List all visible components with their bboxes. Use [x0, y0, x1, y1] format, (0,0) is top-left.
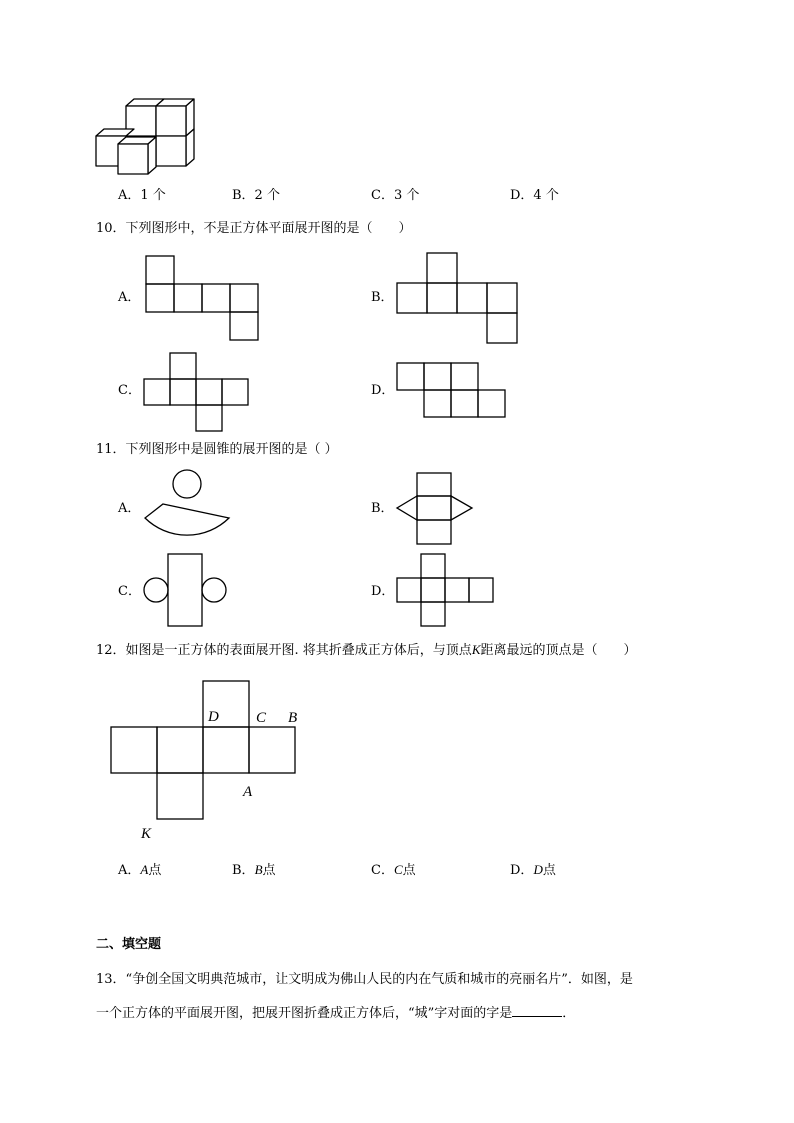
q12-stem-var: K — [471, 642, 481, 657]
q12-option-a[interactable] — [118, 862, 161, 879]
q9-option-a[interactable]: A．1 个 — [118, 188, 166, 203]
q13-answer-blank[interactable] — [512, 1004, 562, 1017]
section-title-fill-in: 二、填空题 — [96, 937, 162, 952]
q12-option-a-prefix: A． — [118, 863, 141, 878]
q13-line-1: 13．“争创全国文明典范城市，让文明成为佛山人民的内在气质和城市的亮丽名片”．如图，是 — [96, 972, 633, 987]
q12-option-c-prefix: C． — [371, 863, 394, 878]
q12-vertex-a: A — [243, 784, 253, 800]
q11-stem: 11．下列图形中是圆锥的展开图的是（ ） — [96, 442, 338, 457]
q10-net-a — [145, 255, 261, 341]
q11-label-d[interactable]: D． — [371, 584, 395, 599]
q9-option-b[interactable]: B．2 个 — [232, 188, 280, 203]
q10-net-c — [143, 352, 249, 432]
q10-net-d — [396, 362, 506, 420]
q12-stem — [96, 642, 637, 659]
q12-option-a-suffix: 点 — [148, 863, 162, 878]
q12-option-b-prefix: B． — [232, 863, 255, 878]
q10-label-b[interactable]: B． — [371, 290, 394, 305]
q12-option-c[interactable] — [371, 862, 416, 879]
q12-option-a-var: A — [140, 862, 149, 877]
q12-vertex-k: K — [141, 826, 152, 842]
q12-option-d-var: D — [533, 862, 543, 877]
q12-option-d[interactable] — [510, 862, 556, 879]
q11-label-b[interactable]: B． — [371, 501, 394, 516]
q12-vertex-b: B — [288, 710, 298, 726]
q10-label-c[interactable]: C． — [118, 383, 141, 398]
q12-option-c-var: C — [393, 862, 403, 877]
q13-line-2 — [96, 1004, 575, 1022]
q12-option-c-suffix: 点 — [402, 863, 416, 878]
q9-option-d[interactable]: D．4 个 — [510, 188, 559, 203]
q12-option-b[interactable] — [232, 862, 276, 879]
q12-option-b-suffix: 点 — [262, 863, 276, 878]
q12-stem-after: 距离最远的顶点是（ ） — [480, 643, 637, 658]
q12-option-d-suffix: 点 — [542, 863, 556, 878]
q11-label-c[interactable]: C． — [118, 584, 141, 599]
q12-vertex-c: C — [256, 710, 267, 726]
q10-label-d[interactable]: D． — [371, 383, 395, 398]
q11-label-a[interactable]: A． — [118, 501, 141, 516]
q12-option-b-var: B — [254, 862, 263, 877]
q12-vertex-d: D — [208, 709, 219, 725]
q9-cube-stack-figure — [92, 96, 200, 176]
q12-cube-net-figure — [100, 676, 320, 846]
q13-line-2-end: ． — [562, 1006, 576, 1021]
q11-cylinder-net-c — [143, 553, 227, 627]
q9-option-c[interactable]: C．3 个 — [371, 188, 420, 203]
q12-stem-before: 12．如图是一正方体的表面展开图. 将其折叠成正方体后，与顶点 — [96, 643, 472, 658]
q10-label-a[interactable]: A． — [118, 290, 141, 305]
q10-net-b — [396, 252, 520, 344]
q11-cube-net-d — [396, 553, 494, 627]
q11-prism-net-b — [394, 472, 476, 546]
q13-line-2-text: 一个正方体的平面展开图，把展开图折叠成正方体后，“城”字对面的字是 — [96, 1006, 513, 1021]
q11-cone-net-a — [143, 468, 231, 544]
q10-stem: 10．下列图形中，不是正方体平面展开图的是（ ） — [96, 221, 412, 236]
q12-option-d-prefix: D． — [510, 863, 534, 878]
